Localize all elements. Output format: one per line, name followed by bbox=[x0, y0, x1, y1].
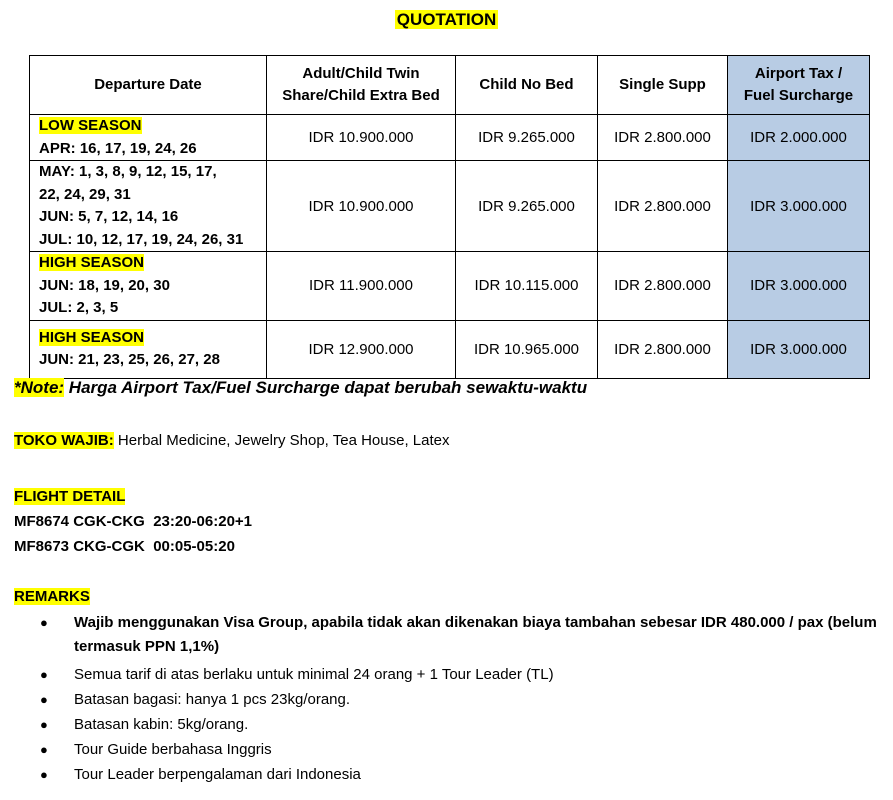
table-row bbox=[30, 252, 870, 321]
departure-date-cell bbox=[30, 161, 267, 252]
header-adult-child-twin bbox=[267, 56, 456, 115]
season-label: LOW SEASON bbox=[39, 117, 142, 134]
page-title bbox=[0, 10, 893, 30]
child-no-bed-price-cell: IDR 10.115.000 bbox=[456, 252, 598, 321]
child-no-bed-price-cell: IDR 9.265.000 bbox=[456, 115, 598, 161]
date-line: 22, 24, 29, 31 bbox=[39, 185, 131, 203]
bullet-icon: ● bbox=[40, 692, 48, 707]
header-adult-line2: Share/Child Extra Bed bbox=[282, 87, 440, 104]
date-line: JUL: 10, 12, 17, 19, 24, 26, 31 bbox=[39, 230, 244, 248]
table-row bbox=[30, 320, 870, 378]
list-item bbox=[14, 762, 888, 787]
adult-price-cell: IDR 10.900.000 bbox=[267, 115, 456, 161]
date-line: JUN: 21, 23, 25, 26, 27, 28 bbox=[39, 351, 220, 368]
surcharge-note bbox=[14, 378, 587, 398]
list-item bbox=[14, 662, 888, 687]
adult-price-cell: IDR 10.900.000 bbox=[267, 161, 456, 252]
remark-text: Semua tarif di atas berlaku untuk minimal 24 orang + 1 Tour Leader (TL) bbox=[74, 666, 554, 683]
header-airport-tax bbox=[728, 56, 870, 115]
remark-text: Tour Guide berbahasa Inggris bbox=[74, 741, 272, 758]
remark-text: Batasan bagasi: hanya 1 pcs 23kg/orang. bbox=[74, 691, 351, 708]
toko-label: TOKO WAJIB: bbox=[14, 432, 114, 449]
header-tax-line1: Airport Tax / bbox=[754, 65, 843, 82]
note-text: Harga Airport Tax/Fuel Surcharge dapat berubah sewaktu-waktu bbox=[64, 378, 588, 397]
header-tax-line2: Fuel Surcharge bbox=[743, 87, 854, 104]
note-label: *Note: bbox=[14, 378, 65, 397]
departure-date-cell bbox=[30, 115, 267, 161]
remark-text: Tour Leader berpengalaman dari Indonesia bbox=[74, 766, 361, 783]
list-item bbox=[14, 737, 888, 762]
single-supp-price-cell: IDR 2.800.000 bbox=[598, 115, 728, 161]
airport-tax-price-cell: IDR 3.000.000 bbox=[728, 320, 870, 378]
date-line: JUN: 18, 19, 20, 30 bbox=[39, 276, 170, 294]
departure-date-cell bbox=[30, 320, 267, 378]
airport-tax-price-cell: IDR 3.000.000 bbox=[728, 252, 870, 321]
list-item bbox=[14, 712, 888, 737]
header-single-supp: Single Supp bbox=[598, 56, 728, 115]
season-label: HIGH SEASON bbox=[39, 254, 145, 271]
flight-detail bbox=[14, 484, 252, 559]
single-supp-price-cell: IDR 2.800.000 bbox=[598, 252, 728, 321]
bullet-icon: ● bbox=[40, 615, 48, 630]
toko-text: Herbal Medicine, Jewelry Shop, Tea House, Latex bbox=[113, 432, 450, 449]
airport-tax-price-cell: IDR 2.000.000 bbox=[728, 115, 870, 161]
header-child-no-bed: Child No Bed bbox=[456, 56, 598, 115]
child-no-bed-price-cell: IDR 9.265.000 bbox=[456, 161, 598, 252]
remark-text: Wajib menggunakan Visa Group, apabila tidak akan dikenakan biaya tambahan sebesar IDR 480.000 / pax (belum termasuk PPN 1,1%) bbox=[74, 614, 877, 655]
mandatory-shops bbox=[14, 432, 449, 449]
child-no-bed-price-cell: IDR 10.965.000 bbox=[456, 320, 598, 378]
single-supp-price-cell: IDR 2.800.000 bbox=[598, 161, 728, 252]
departure-date-cell bbox=[30, 252, 267, 321]
header-adult-line1: Adult/Child Twin bbox=[302, 65, 420, 82]
season-label: HIGH SEASON bbox=[39, 328, 145, 346]
date-line: APR: 16, 17, 19, 24, 26 bbox=[39, 139, 197, 157]
table-row bbox=[30, 161, 870, 252]
date-line: JUN: 5, 7, 12, 14, 16 bbox=[39, 208, 179, 225]
remarks-section bbox=[14, 586, 888, 787]
page-title-text: QUOTATION bbox=[396, 10, 497, 29]
remark-text: Batasan kabin: 5kg/orang. bbox=[74, 716, 249, 733]
quotation-table bbox=[29, 55, 870, 379]
flight-line: MF8673 CKG-CGK 00:05-05:20 bbox=[14, 538, 235, 555]
adult-price-cell: IDR 12.900.000 bbox=[267, 320, 456, 378]
airport-tax-price-cell: IDR 3.000.000 bbox=[728, 161, 870, 252]
bullet-icon: ● bbox=[40, 767, 48, 782]
remarks-label: REMARKS bbox=[14, 588, 90, 605]
list-item bbox=[14, 611, 888, 659]
date-line: MAY: 1, 3, 8, 9, 12, 15, 17, bbox=[39, 163, 217, 180]
date-line: JUL: 2, 3, 5 bbox=[39, 299, 119, 316]
bullet-icon: ● bbox=[40, 717, 48, 732]
table-row bbox=[30, 115, 870, 161]
flight-label: FLIGHT DETAIL bbox=[14, 488, 126, 505]
header-departure-date: Departure Date bbox=[30, 56, 267, 115]
adult-price-cell: IDR 11.900.000 bbox=[267, 252, 456, 321]
table-header-row bbox=[30, 56, 870, 115]
flight-line: MF8674 CGK-CKG 23:20-06:20+1 bbox=[14, 513, 253, 530]
list-item bbox=[14, 687, 888, 712]
bullet-icon: ● bbox=[40, 742, 48, 757]
single-supp-price-cell: IDR 2.800.000 bbox=[598, 320, 728, 378]
remarks-list bbox=[14, 611, 888, 787]
bullet-icon: ● bbox=[40, 667, 48, 682]
